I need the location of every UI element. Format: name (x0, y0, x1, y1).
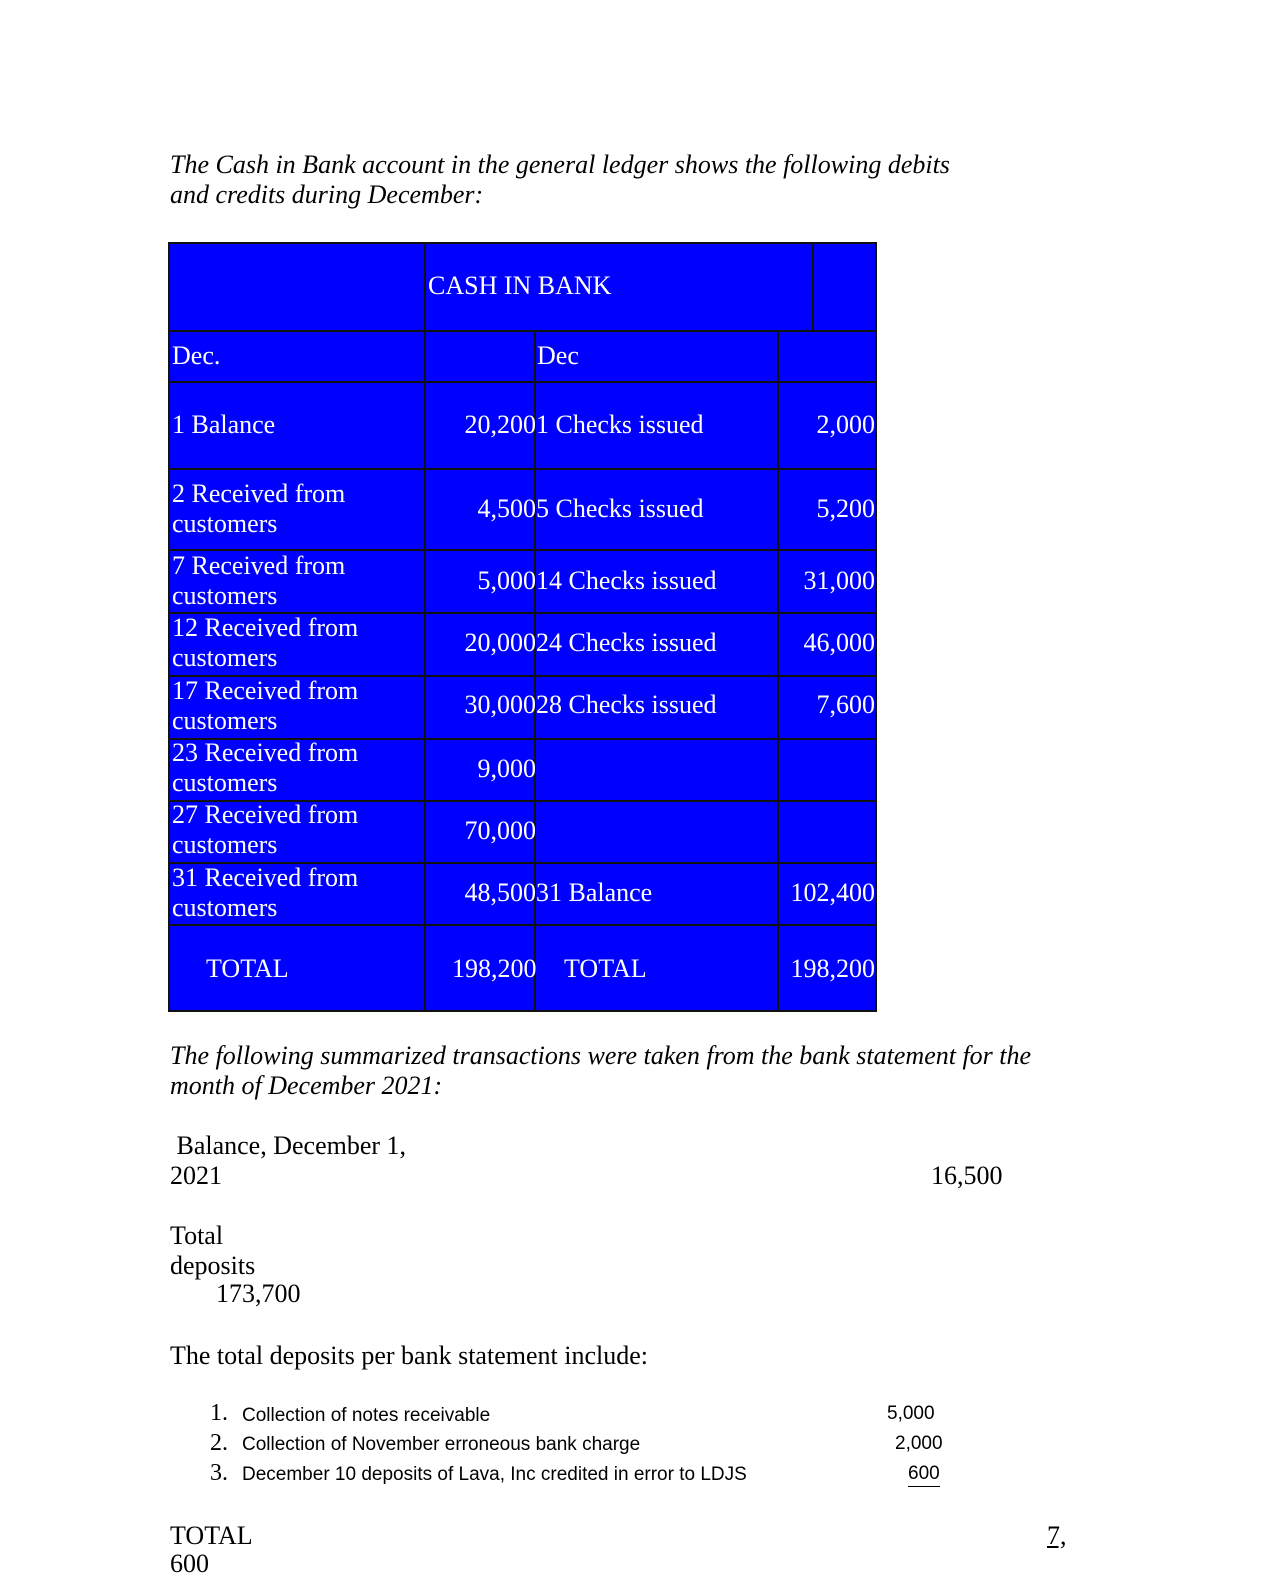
ledger-row-left-label: 12 Received from customers (172, 613, 359, 672)
item-amount: 600 (908, 1463, 940, 1487)
ledger-row-right-amount: 31,000 (803, 566, 875, 595)
item-amount: 2,000 (895, 1433, 943, 1454)
ledger-row-left-amount: 70,000 (464, 816, 536, 845)
ledger-row-right-label: 5 Checks issued (536, 494, 704, 523)
ledger-row-left-label: 7 Received from customers (172, 551, 346, 610)
intro-paragraph: The Cash in Bank account in the general ledger shows the following debits and credits during December: (170, 150, 950, 209)
ledger-row-right-label: 28 Checks issued (536, 690, 717, 719)
total-deposits-line2: deposits (170, 1251, 256, 1280)
ledger-row-right-amount: 5,200 (816, 494, 875, 523)
ledger-total-left-amount: 198,200 (452, 954, 537, 983)
ledger-row-right-amount: 2,000 (816, 410, 875, 439)
total-deposits-line1: Total (170, 1221, 224, 1250)
ledger-left-header: Dec. (172, 341, 221, 370)
total-deposits-value: 173,700 (216, 1279, 301, 1308)
ledger-row-left-label: 1 Balance (172, 410, 276, 439)
ledger-row-left-label: 2 Received from customers (172, 479, 346, 538)
total-right-partial: 7, (1047, 1521, 1067, 1550)
deposits-include-heading: The total deposits per bank statement include: (170, 1341, 648, 1370)
item-amount: 5,000 (887, 1403, 935, 1424)
ledger-row-right-label: 14 Checks issued (536, 566, 717, 595)
balance-value: 16,500 (931, 1161, 1003, 1190)
total-value-partial: 600 (170, 1549, 209, 1578)
ledger-right-header: Dec (537, 341, 579, 370)
ledger-row-left-amount: 20,200 (464, 410, 536, 439)
ledger-row-left-amount: 20,000 (464, 628, 536, 657)
total-label: TOTAL (170, 1521, 253, 1550)
item-text: December 10 deposits of Lava, Inc credited in error to LDJS (242, 1464, 747, 1485)
ledger-title: CASH IN BANK (428, 271, 612, 300)
ledger-row-left-amount: 5,000 (477, 566, 536, 595)
ledger-total-left-label: TOTAL (206, 954, 289, 983)
ledger-row-left-amount: 30,000 (464, 690, 536, 719)
balance-label-line2: 2021 (170, 1161, 222, 1190)
item-number: 2. (210, 1430, 228, 1456)
cash-in-bank-ledger (168, 242, 877, 1012)
bank-statement-intro: The following summarized transactions were taken from the bank statement for the month of December 2021: (170, 1041, 1032, 1100)
item-text: Collection of notes receivable (242, 1405, 491, 1426)
ledger-row-left-label: 17 Received from customers (172, 676, 359, 735)
ledger-row-left-amount: 4,500 (477, 494, 536, 523)
ledger-row-left-label: 27 Received from customers (172, 800, 359, 859)
ledger-row-right-label: 24 Checks issued (536, 628, 717, 657)
ledger-row-left-amount: 9,000 (477, 754, 536, 783)
balance-label-line1: Balance, December 1, (170, 1131, 407, 1160)
ledger-total-right-amount: 198,200 (790, 954, 875, 983)
ledger-row-right-amount: 7,600 (816, 690, 875, 719)
item-text: Collection of November erroneous bank charge (242, 1434, 641, 1455)
ledger-row-right-amount: 46,000 (803, 628, 875, 657)
ledger-row-left-label: 31 Received from customers (172, 863, 359, 922)
item-number: 1. (210, 1400, 228, 1426)
ledger-row-right-label: 31 Balance (536, 878, 653, 907)
item-number: 3. (210, 1460, 228, 1486)
ledger-row-left-amount: 48,500 (464, 878, 536, 907)
ledger-total-right-label: TOTAL (564, 954, 647, 983)
ledger-row-right-label: 1 Checks issued (536, 410, 704, 439)
ledger-row-right-amount: 102,400 (790, 878, 875, 907)
ledger-row-left-label: 23 Received from customers (172, 738, 359, 797)
